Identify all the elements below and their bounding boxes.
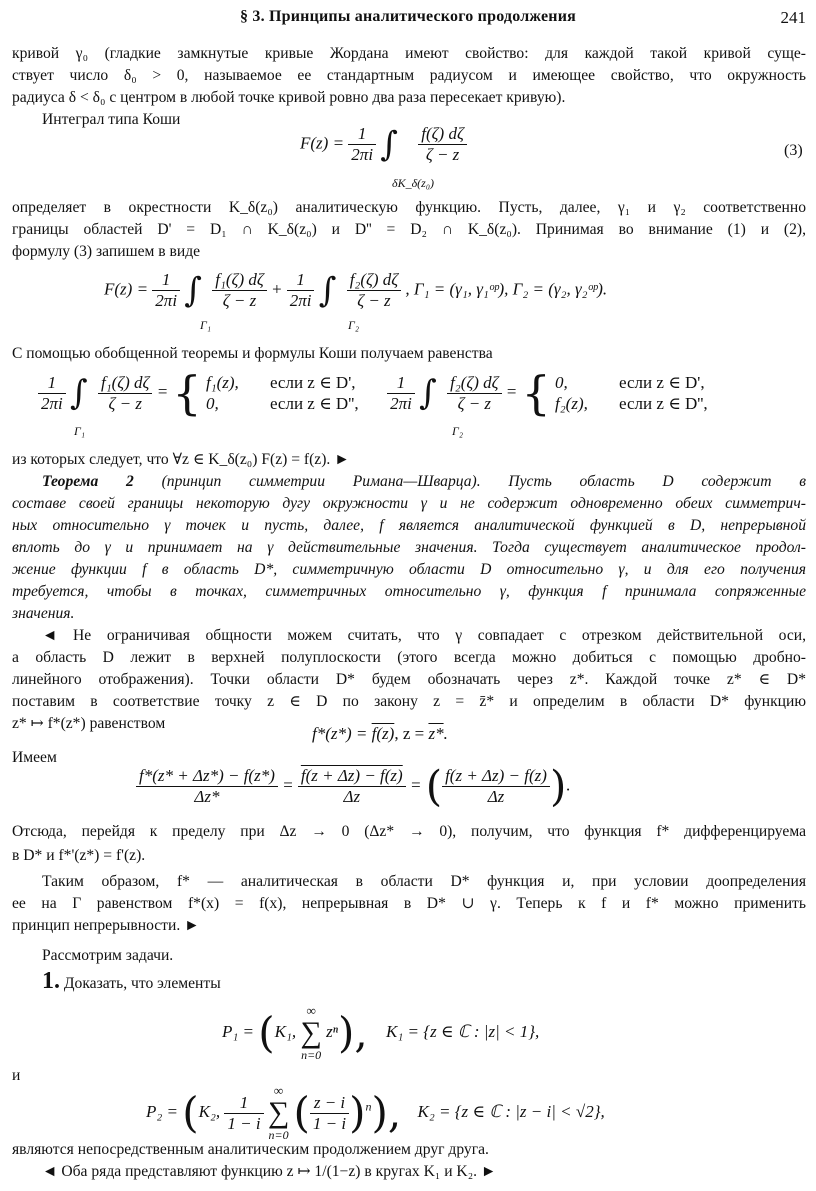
integral-subscript: δK_δ(z₀) — [392, 176, 434, 190]
text-line: определяет в окрестности K_δ(z₀) аналитическую функцию. Пусть, далее, γ₁ и γ₂ соответственно — [12, 199, 806, 216]
text-line: радиуса δ < δ₀ с центром в любой точке кривой ровно два раза пересекает кривую). — [12, 89, 566, 106]
eq-fraction: $\frac{1}{2\pi i}$ — [348, 124, 376, 165]
theorem-line: составе своей границы некоторую дугу окружности γ и не содержит одновременно обеих симметрич- — [12, 495, 806, 512]
integral-subscript: Γ₁ — [200, 318, 211, 332]
text-line: Отсюда, перейдя к пределу при Δz → 0 (Δz* → 0), получим, что функция f* дифференцируема — [12, 823, 806, 840]
text-line: z* ↦ f*(z*) равенством — [12, 715, 166, 732]
eq-lhs: F(z) = — [300, 133, 345, 153]
text-line: Имеем — [12, 749, 57, 766]
text-line: ◄ Не ограничивая общности можем считать, что γ совпадает с отрезком действительной оси, — [42, 627, 806, 644]
theorem-line: значения. — [12, 605, 75, 622]
integral-subscript: Γ₁ — [74, 424, 85, 438]
text-line: а область D лежит в верхней полуплоскости (этого всегда можно добиться с помощью дробно- — [12, 649, 806, 666]
page-number: 241 — [780, 8, 806, 27]
text-line: кривой γ₀ (гладкие замкнутые кривые Жордана имеют свойство: для каждой такой кривой суще- — [12, 45, 806, 62]
integral-sign: ∫ — [380, 124, 399, 165]
theorem-line: требуется, чтобы в точках, симметричных относительно γ, функция f принимала сопряженные — [12, 583, 806, 600]
theorem-line: Теорема 2 (принцип симметрии Римана—Шварца). Пусть область D содержит в — [42, 473, 806, 490]
equation-7: $\frac{f*(z* + \Delta z*) - f(z*)}{\Delta z*}$ = $\frac{f(z + \Delta z) - f(z)}{\Delta z}$ = ( $\frac{f(z + \Delta z) - f(z)}{\Delta z}$ ). — [136, 766, 571, 807]
text-line: Рассмотрим задачи. — [42, 947, 174, 964]
text-line: являются непосредственным аналитическим продолжением друг друга. — [12, 1141, 489, 1158]
text-line: ◄ Оба ряда представляют функцию z ↦ 1/(1−z) в кругах K₁ и K₂. ► — [42, 1163, 497, 1180]
equation-5: $\frac{1}{2\pi i}$ ∫ $\frac{\text{f₁(ζ) dζ}}{\zeta - z}$ = { f₁(z), если z ∈ D', 0, если z ∈ D'', $\frac{1}{2\pi i}$ ∫ $\frac{\text{f₂(ζ) dζ}}{\zeta - z}$ = { 0, если z ∈ D', f₂(z), если z ∈ D'', — [38, 372, 708, 414]
cases-left: f₁(z), если z ∈ D', 0, если z ∈ D'', — [205, 373, 359, 413]
equation-3 — [300, 124, 467, 165]
integral-sign: ∫ — [419, 373, 437, 413]
eq-integrand: $\frac{f(\zeta) d\zeta}{\zeta - z}$ — [418, 124, 467, 165]
theorem-label: Теорема 2 — [42, 473, 134, 490]
integral-sign: ∫ — [70, 373, 88, 413]
text-line: ее на Γ равенством f*(x) = f(x), непрерывная в D* ∪ γ. Теперь к f и f* можно применить — [12, 895, 806, 912]
text-line: линейного отображения). Точки области D* будем обозначать через z*. Каждой точке z* ∈ D* — [12, 671, 806, 688]
theorem-line: вплоть до γ и принимает на γ действительные значения. Тогда существует аналитическое продол- — [12, 539, 806, 556]
text-line: формулу (3) запишем в виде — [12, 243, 201, 260]
problem-heading: 1. Доказать, что элементы — [42, 968, 221, 994]
equation-6: f*(z*) = f(z), z = z*. — [312, 724, 448, 743]
theorem-line: жение функции f в область D*, симметричную области D относительно γ, и для его получения — [12, 561, 806, 578]
equation-p1: P₁ = (K₁, ∞ ∑ n=0 zⁿ), K₁ = {z ∈ ℂ : |z| < 1}, — [222, 1003, 540, 1062]
text-line: принцип непрерывности. ► — [12, 917, 200, 934]
theorem-line: ных относительно γ точек и пусть, далее, f является аналитической функцией в D, непрерывной — [12, 517, 806, 534]
text-line: в D* и f*'(z*) = f'(z). — [12, 847, 146, 864]
problem-number: 1. — [42, 968, 60, 994]
sum-operator: ∞ ∑ n=0 — [267, 1083, 290, 1142]
text-line: поставим в соответствие точку z ∈ D по закону z = z̄* и определим в области D* функцию — [12, 693, 806, 710]
text-line: границы областей D' = D₁ ∩ K_δ(z₀) и D'' = D₂ ∩ K_δ(z₀). Принимая во внимание (1) и (2), — [12, 221, 806, 238]
text-line: и — [12, 1067, 21, 1084]
text-line: С помощью обобщенной теоремы и формулы Коши получаем равенства — [12, 345, 493, 362]
sum-operator: ∞ ∑ n=0 — [300, 1003, 322, 1062]
text-line: из которых следует, что ∀z ∈ K_δ(z₀) F(z) = f(z). ► — [12, 451, 350, 468]
equation-4: F(z) = $\frac{1}{2\pi i}$ ∫ $\frac{\text{f₁(ζ) dζ}}{\zeta - z}$ + $\frac{1}{2\pi i}$ ∫ $\frac{\text{f₂(ζ) dζ}}{\zeta - z}$ , Γ₁ = (γ₁, γ₁ᵒᵖ), Γ₂ = (γ₂, γ₂ᵒᵖ). — [104, 270, 608, 311]
equation-p2: P₂ = (K₂, $\frac{1}{1 - i}$ ∞ ∑ n=0 ( $\frac{z - i}{1 - i}$ )$^n$), K₂ = {z ∈ ℂ : |z − i| < √2}, — [146, 1083, 605, 1142]
integral-sign: ∫ — [184, 270, 203, 311]
cases-right: 0, если z ∈ D', f₂(z), если z ∈ D'', — [555, 373, 708, 413]
text-line: ствует число δ₀ > 0, называемое ее стандартным радиусом и имеющее свойство, что окружность — [12, 67, 806, 84]
running-header — [0, 8, 816, 32]
integral-subscript: Γ₂ — [452, 424, 463, 438]
text-line: Таким образом, f* — аналитическая в области D* функция и, при условии доопределения — [42, 873, 806, 890]
integral-sign: ∫ — [318, 270, 337, 311]
text-line: Интеграл типа Коши — [42, 111, 181, 128]
section-title: § 3. Принципы аналитического продолжения — [240, 8, 576, 25]
integral-subscript: Γ₂ — [348, 318, 359, 332]
equation-number: (3) — [784, 142, 803, 159]
